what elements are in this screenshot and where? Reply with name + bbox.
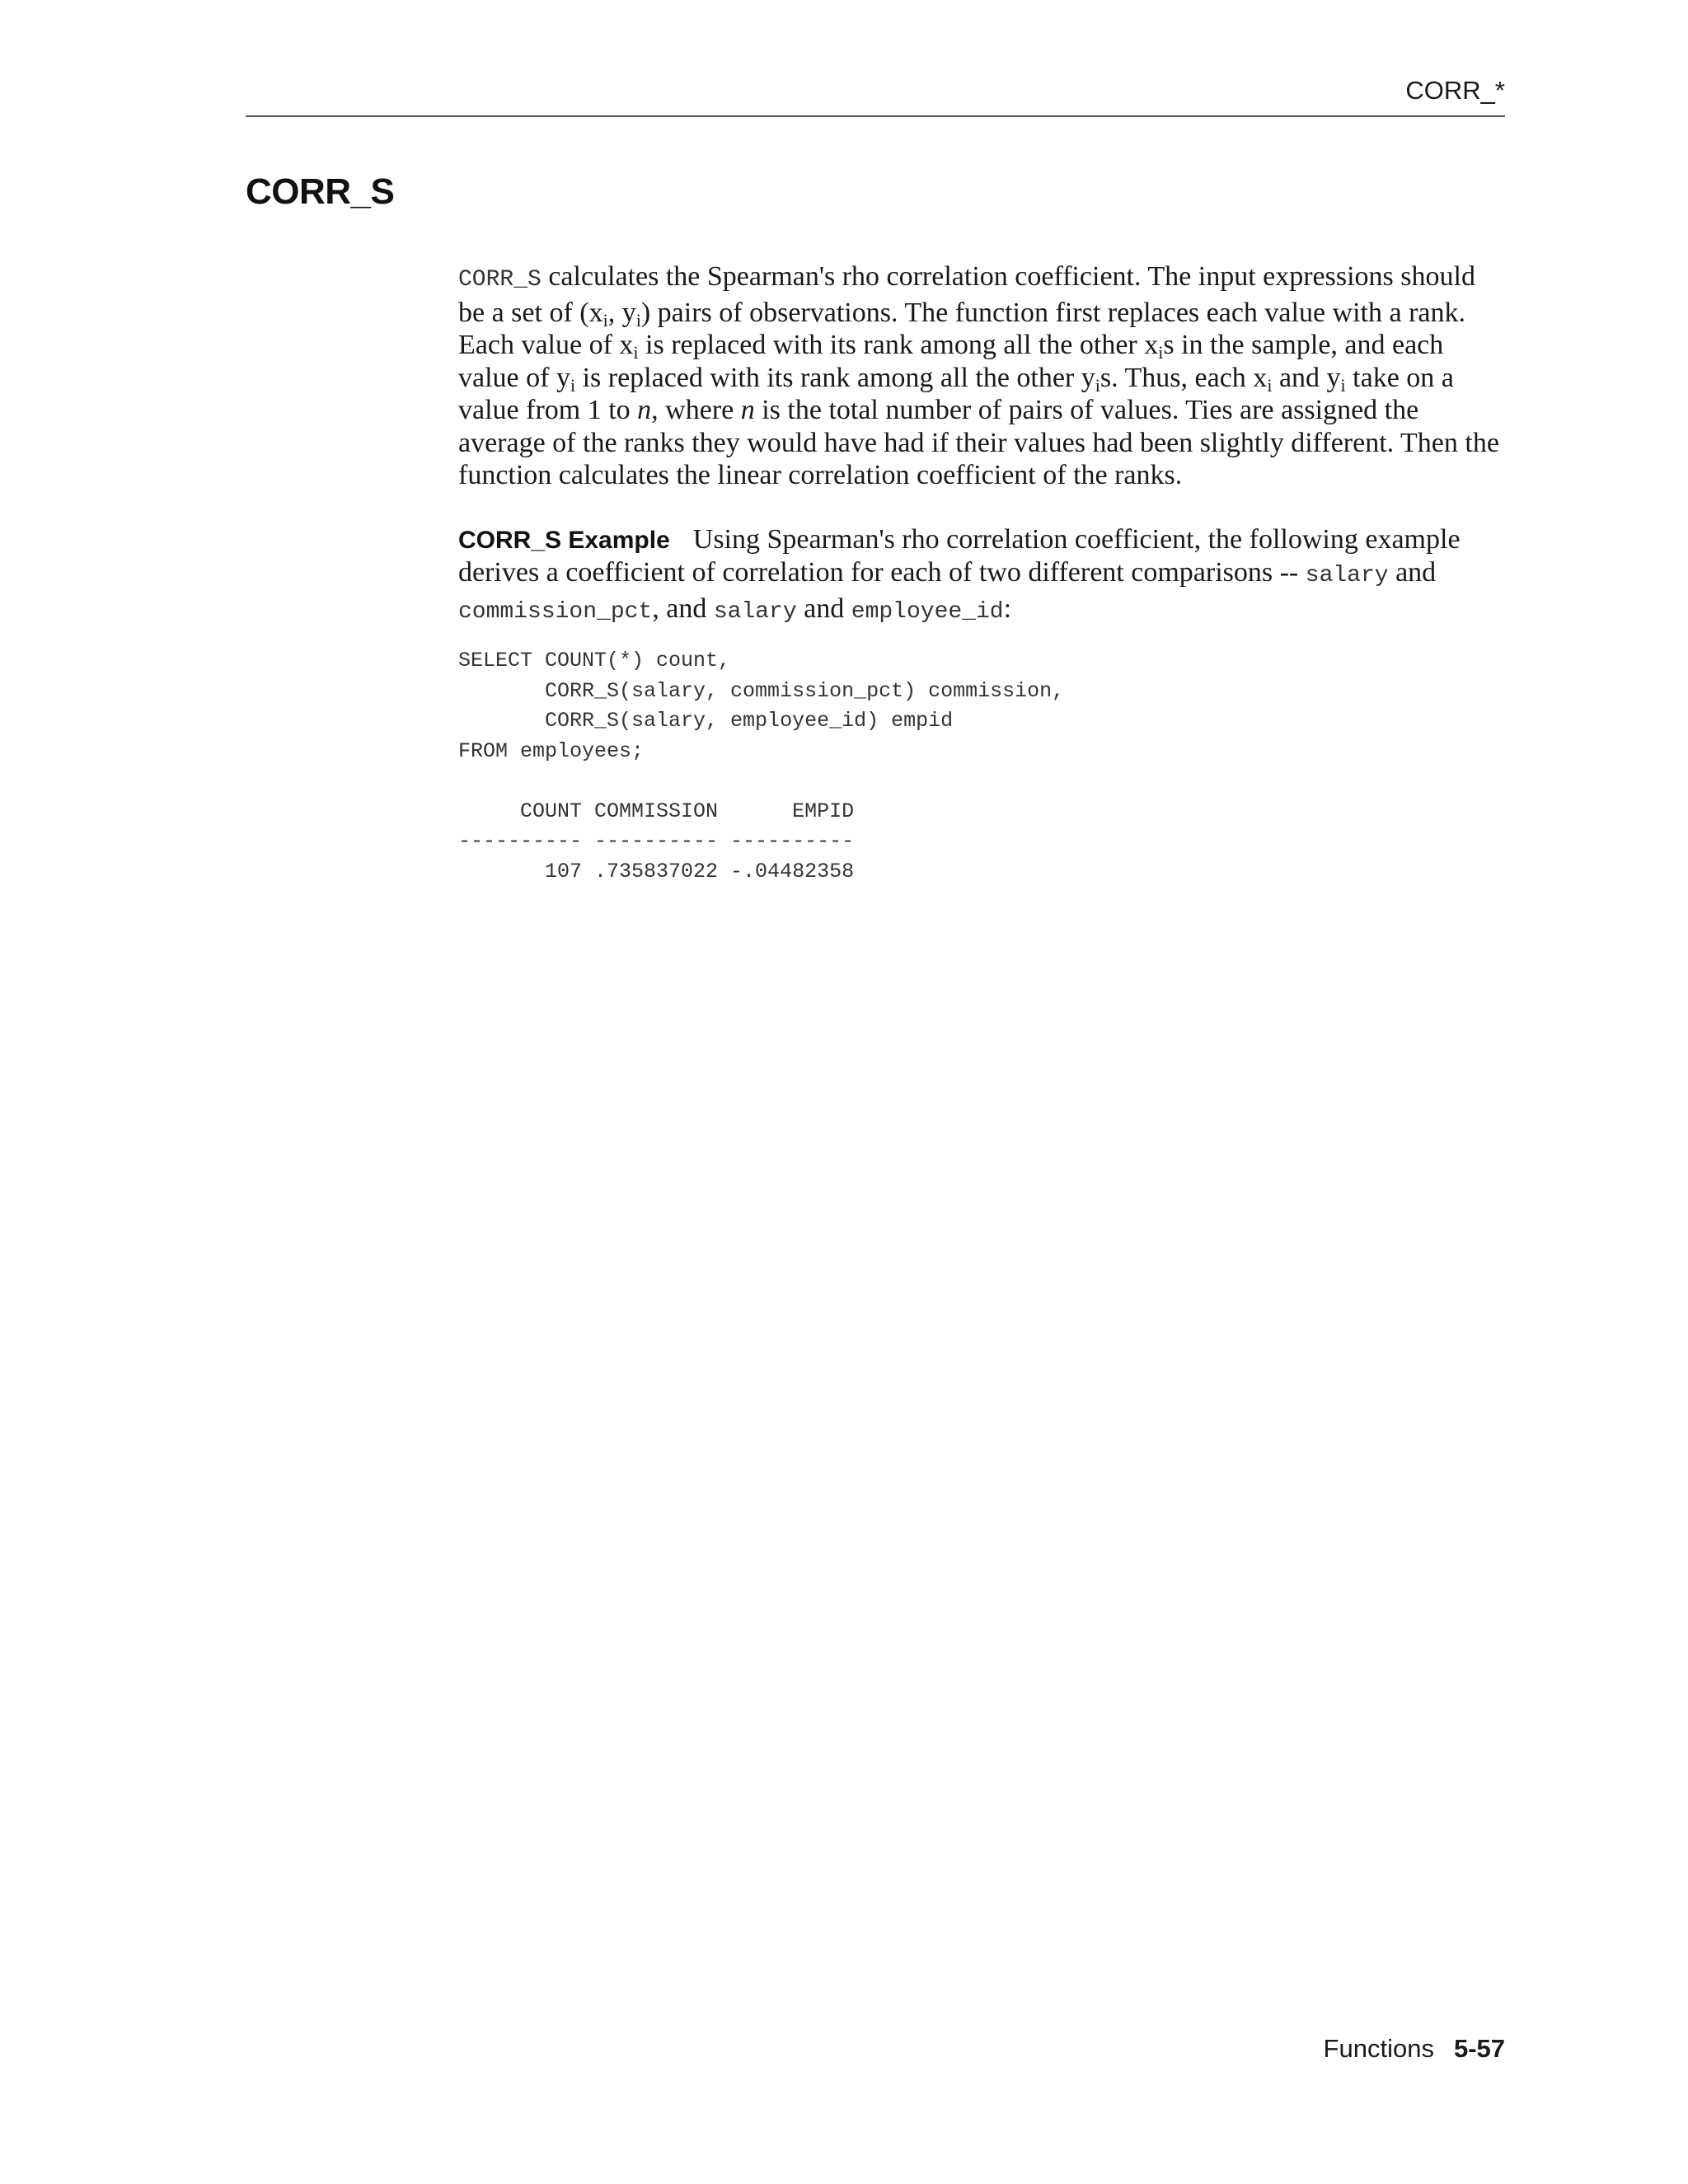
description-text: , y xyxy=(607,297,636,328)
page-footer xyxy=(1324,2032,1505,2065)
code-line: COUNT COMMISSION EMPID xyxy=(458,799,855,823)
inline-code: employee_id xyxy=(851,598,1004,625)
subscript: i xyxy=(1340,374,1346,396)
subscript: i xyxy=(1095,374,1100,396)
code-block xyxy=(458,646,1505,887)
italic-variable: n xyxy=(740,395,755,425)
main-content xyxy=(458,260,1505,887)
example-text: and xyxy=(796,593,851,624)
code-line: CORR_S(salary, employee_id) empid xyxy=(458,709,954,733)
subscript: i xyxy=(1158,342,1164,363)
example-label: CORR_S Example xyxy=(458,526,670,554)
description-text: is replaced with its rank among all the other x xyxy=(638,330,1159,360)
subscript: i xyxy=(1267,374,1273,396)
description-text: s in the sample, and each value of y xyxy=(458,330,1444,393)
subscript: i xyxy=(633,342,639,363)
example-text: , and xyxy=(652,593,714,624)
description-text: , where xyxy=(651,395,741,425)
footer-section-name: Functions xyxy=(1323,2034,1434,2063)
subscript: i xyxy=(635,309,641,330)
page-number: 5-57 xyxy=(1453,2034,1505,2063)
description-text: calculates the Spearman's rho correlation coefficient. The input expressions should be a set of (x xyxy=(458,261,1475,328)
code-line xyxy=(458,766,1505,797)
running-header-title: CORR_* xyxy=(1405,76,1505,105)
italic-variable: n xyxy=(637,395,652,425)
function-name: CORR_S xyxy=(458,267,542,293)
inline-code: salary xyxy=(713,598,797,625)
description-text: is the total number of pairs of values. Ties are assigned the average of the ranks they would have had if their values had been slightly different. Then the function calculates the linear correlation coefficient of the ranks. xyxy=(458,395,1499,490)
description-text: and y xyxy=(1272,362,1341,393)
example-text: Using Spearman's rho correlation coefficient, the following example derives a coefficient of correlation for each of two different comparisons -- xyxy=(458,523,1461,588)
description-text: is replaced with its rank among all the other y xyxy=(575,362,1095,393)
example-text: and xyxy=(1388,557,1437,588)
description-text: s. Thus, each x xyxy=(1100,362,1268,393)
code-line: ---------- ---------- ---------- xyxy=(458,829,855,853)
example-paragraph xyxy=(458,523,1505,629)
code-line: FROM employees; xyxy=(458,738,645,763)
code-line: SELECT COUNT(*) count, xyxy=(458,649,731,673)
section-title: CORR_S xyxy=(246,171,395,212)
code-line: 107 .735837022 -.04482358 xyxy=(458,859,855,883)
subscript: i xyxy=(603,309,608,330)
description-paragraph xyxy=(458,260,1505,492)
running-header xyxy=(246,76,1505,117)
description-text: take on a value from 1 to xyxy=(458,362,1454,425)
example-text: : xyxy=(1003,593,1012,624)
code-line: CORR_S(salary, commission_pct) commission, xyxy=(458,678,1065,703)
inline-code: salary xyxy=(1305,563,1389,588)
inline-code: commission_pct xyxy=(458,598,653,625)
subscript: i xyxy=(570,374,576,396)
description-text: ) pairs of observations. The function first replaces each value with a rank. Each value of x xyxy=(458,297,1465,360)
